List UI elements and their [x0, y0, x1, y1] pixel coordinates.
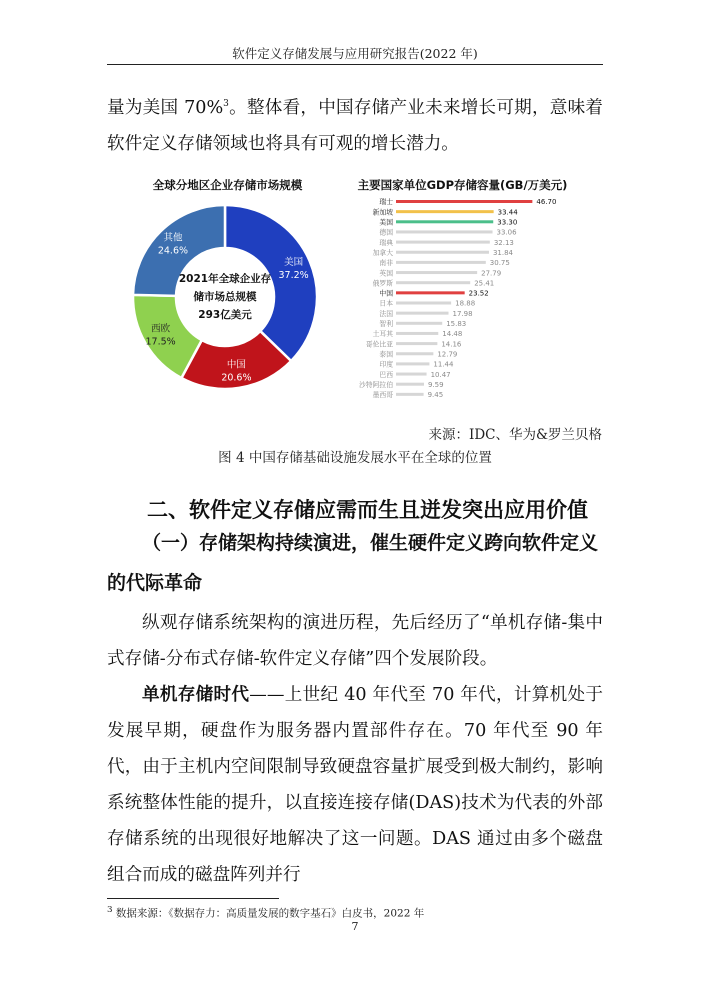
bar-value-label: 46.70 — [536, 198, 557, 207]
bar — [396, 342, 437, 345]
bar — [396, 322, 442, 325]
bar-value-label: 10.47 — [430, 370, 451, 379]
donut-category-label: 中国 — [226, 359, 246, 371]
bar-category-label: 印度 — [379, 360, 393, 369]
bar-chart — [355, 195, 580, 407]
bar-category-label: 智利 — [379, 320, 393, 328]
header-rule — [107, 64, 603, 65]
bar-category-label: 瑞典 — [379, 238, 393, 247]
figure-caption: 图 4 中国存储基础设施发展水平在全球的位置 — [218, 450, 492, 466]
donut-value-label: 17.5% — [145, 336, 176, 348]
bar — [396, 271, 477, 274]
bar-chart-title: 主要国家单位GDP存储容量(GB/万美元) — [357, 178, 568, 192]
bar-value-label: 32.13 — [493, 238, 514, 247]
page-number: 7 — [351, 920, 359, 933]
bar-category-label: 南非 — [379, 259, 393, 268]
bar-category-label: 中国 — [379, 289, 393, 298]
bar-value-label: 9.59 — [428, 380, 444, 389]
bar-category-label: 巴西 — [379, 370, 393, 379]
bar-value-label: 17.98 — [452, 309, 473, 318]
bar — [396, 362, 429, 365]
bar-category-label: 加拿大 — [372, 248, 393, 257]
bar-category-label: 德国 — [379, 228, 393, 237]
bar — [396, 291, 465, 294]
bar — [396, 373, 427, 376]
intro-text-1: 量为美国 70% — [107, 97, 224, 118]
bar — [396, 393, 424, 396]
bar — [396, 352, 433, 355]
donut-category-label: 美国 — [284, 256, 304, 268]
bar-category-label: 土耳其 — [372, 330, 393, 339]
bar-category-label: 日本 — [379, 299, 393, 308]
footnote-ref: 3 — [223, 99, 229, 109]
figure-source: 来源：IDC、华为&罗兰贝格 — [428, 427, 602, 443]
bar — [396, 210, 494, 213]
bar-value-label: 30.75 — [489, 259, 510, 268]
footnote-rule — [107, 898, 279, 899]
intro-paragraph — [107, 86, 603, 162]
footnote — [107, 905, 424, 921]
bar-value-label: 27.79 — [481, 269, 502, 278]
donut-value-label: 24.6% — [157, 245, 189, 257]
bar — [396, 251, 489, 254]
bar-value-label: 33.30 — [497, 218, 518, 227]
body-paragraph-2 — [107, 677, 603, 893]
bar — [396, 312, 449, 315]
bar — [396, 200, 532, 203]
body-paragraph-1: 纵观存储系统架构的演进历程，先后经历了“单机存储-集中式存储-分布式存储-软件定义存储”四个发展阶段。 — [107, 613, 603, 669]
bar-category-label: 俄罗斯 — [372, 279, 393, 288]
bar-category-label: 墨西哥 — [372, 391, 393, 400]
bar-value-label: 14.48 — [442, 330, 463, 339]
bar — [396, 332, 438, 335]
donut-center-line-2: 储市场总规模 — [193, 291, 257, 303]
donut-center-line-3: 293亿美元 — [198, 309, 252, 321]
footnote-text: 数据来源：《数据存力：高质量发展的数字基石》白皮书，2022 年 — [115, 907, 425, 920]
bar — [396, 281, 470, 284]
subsection-heading: （一）存储架构持续演进，催生硬件定义跨向软件定义的代际革命 — [107, 532, 599, 594]
bar-value-label: 14.16 — [441, 340, 462, 349]
section-heading-2: 二、软件定义存储应需而生且迸发突出应用价值 — [147, 498, 588, 522]
bar-category-label: 美国 — [379, 218, 393, 227]
donut-chart-title: 全球分地区企业存储市场规模 — [152, 178, 303, 192]
bar-value-label: 31.84 — [492, 248, 514, 257]
body-paragraph-2-text: ——上世纪 40 年代至 70 年代，计算机处于发展早期，硬盘作为服务器内置部件存在。70 年代至 90 年代，由于主机内空间限制导致硬盘容量扩展受到极大制约，影响系统整体性能的提升，以直接连接存储(DAS)技术为代表的外部存储系统的出现很好地解决了这一问题。DAS 通过由多个磁盘组合而成的磁盘阵列并行 — [107, 685, 603, 885]
bar — [396, 241, 490, 244]
running-header: 软件定义存储发展与应用研究报告(2022 年) — [232, 46, 478, 61]
bar-value-label: 18.88 — [455, 299, 476, 308]
bar-value-label: 15.83 — [446, 320, 467, 328]
bar — [396, 220, 493, 223]
bar-category-label: 沙特阿拉伯 — [359, 380, 393, 389]
bar — [396, 261, 486, 264]
donut-center-line-1: 2021年全球企业存 — [178, 273, 272, 285]
bar — [396, 302, 451, 305]
intro-text-2: 。整体看，中国存储产业未来增长可期，意味着软件定义存储领域也将具有可观的增长潜力。 — [107, 97, 603, 154]
bar-category-label: 哥伦比亚 — [365, 340, 393, 349]
bar-category-label: 英国 — [379, 269, 393, 278]
bar-category-label: 泰国 — [379, 350, 393, 359]
donut-chart — [125, 195, 330, 400]
donut-value-label: 37.2% — [278, 269, 309, 281]
donut-value-label: 20.6% — [221, 372, 252, 384]
bar — [396, 383, 424, 386]
donut-category-label: 西欧 — [151, 323, 171, 335]
footnote-mark: 3 — [107, 905, 113, 915]
bar-value-label: 33.44 — [497, 208, 518, 217]
bar-value-label: 9.45 — [427, 391, 444, 400]
bar-value-label: 23.52 — [468, 289, 489, 298]
bar-value-label: 25.41 — [474, 279, 495, 288]
donut-category-label: 其他 — [163, 232, 183, 244]
bar-value-label: 12.79 — [437, 350, 458, 359]
bar-category-label: 法国 — [379, 309, 393, 318]
bar — [396, 230, 493, 233]
bar-value-label: 33.06 — [496, 228, 517, 237]
bar-category-label: 瑞士 — [379, 198, 393, 207]
bold-lead: 单机存储时代 — [142, 685, 250, 705]
bar-value-label: 11.44 — [433, 360, 454, 369]
bar-category-label: 新加坡 — [372, 208, 393, 217]
